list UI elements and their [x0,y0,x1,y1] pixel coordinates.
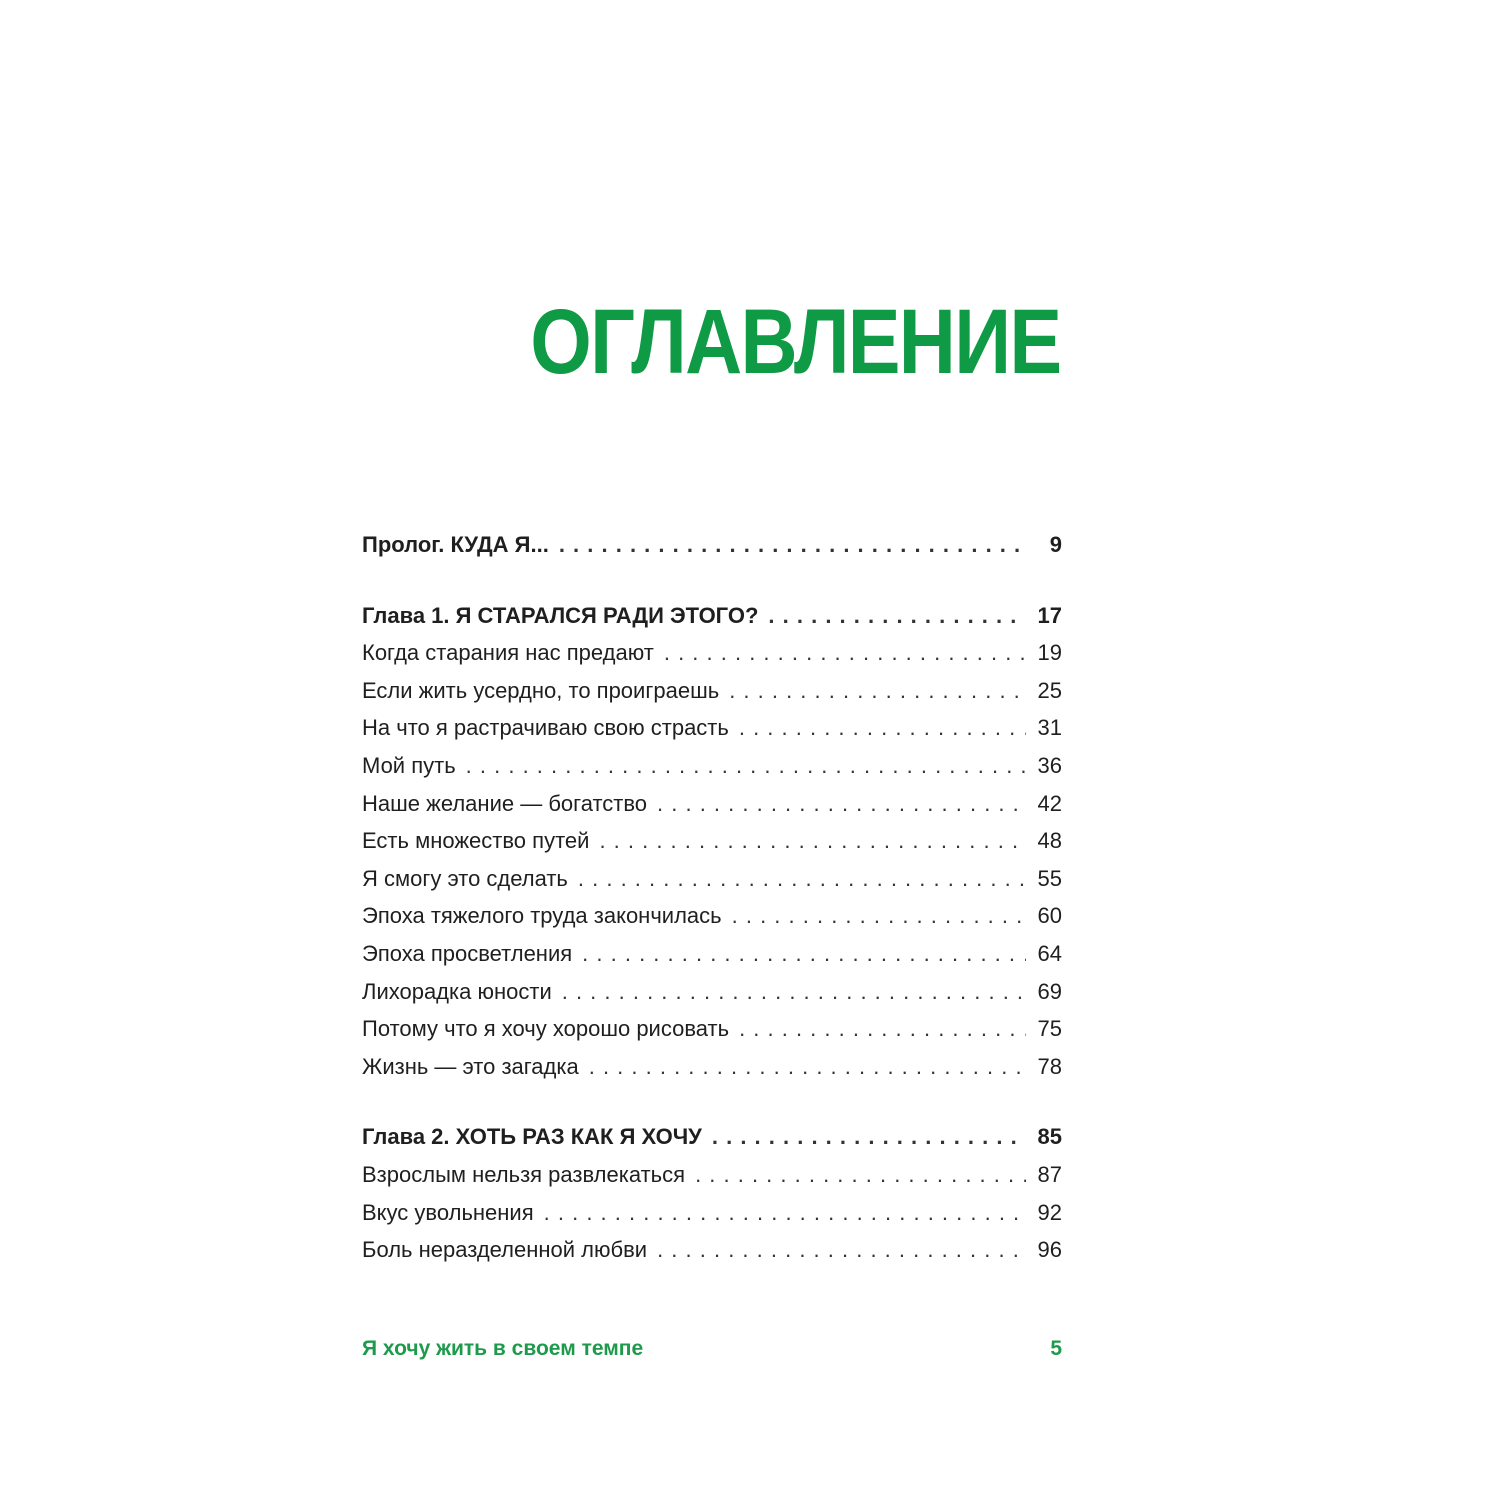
dot-leader [657,1231,1026,1269]
toc-section-row [362,672,1062,710]
dot-leader [562,973,1026,1011]
page-title: ОГЛАВЛЕНИЕ [529,291,1060,393]
toc-entry-label: Эпоха тяжелого труда закончилась [362,903,722,929]
dot-leader [729,672,1026,710]
toc-chapter-row [362,597,1062,635]
toc-entry-label: Пролог. КУДА Я... [362,532,549,557]
toc-entry-label: Есть множество путей [362,828,590,854]
dot-leader [589,1048,1026,1086]
dot-leader [768,597,1026,635]
toc-entry-label: Боль неразделенной любви [362,1237,648,1263]
toc-entry-page: 75 [1037,1016,1062,1042]
toc-entry-label: Жизнь — это загадка [362,1053,579,1079]
toc-entry-label: Вкус увольнения [362,1199,534,1225]
toc-entry-page: 31 [1037,715,1062,741]
toc-section-row [362,785,1062,823]
toc-entry-label: Эпоха просветления [362,940,573,966]
toc-entry-page: 48 [1037,828,1062,854]
toc-entry-page: 85 [1037,1124,1062,1150]
toc-chapter-row [362,526,1062,564]
toc-section-row [362,1010,1062,1048]
toc-entry-label: Наше желание — богатство [362,790,648,816]
table-of-contents [362,526,1062,1269]
toc-entry-page: 92 [1037,1199,1062,1225]
toc-entry-page: 19 [1037,640,1062,666]
toc-entry-page: 25 [1037,677,1062,703]
toc-section-row [362,973,1062,1011]
dot-leader [732,897,1026,935]
footer-page-number: 5 [1050,1337,1062,1360]
toc-section-row [362,897,1062,935]
toc-section-row [362,747,1062,785]
toc-section-row [362,935,1062,973]
dot-leader [559,526,1026,564]
toc-entry-page: 17 [1037,602,1062,628]
toc-section-row [362,1194,1062,1232]
dot-leader [695,1156,1026,1194]
dot-leader [657,785,1026,823]
dot-leader [712,1118,1026,1156]
toc-section-row [362,709,1062,747]
dot-leader [739,1010,1026,1048]
dot-leader [664,634,1026,672]
toc-entry-page: 64 [1037,940,1062,966]
toc-entry-label: Глава 1. Я СТАРАЛСЯ РАДИ ЭТОГО? [362,602,759,628]
toc-entry-label: Мой путь [362,752,456,778]
toc-entry-page: 96 [1037,1237,1062,1263]
toc-entry-label: На что я растрачиваю свою страсть [362,715,729,741]
dot-leader [582,935,1026,973]
toc-entry-page: 36 [1037,752,1062,778]
toc-entry-page: 69 [1037,978,1062,1004]
toc-entry-page: 55 [1037,865,1062,891]
dot-leader [578,860,1026,898]
footer-book-title: Я хочу жить в своем темпе [362,1337,644,1360]
toc-chapter-row [362,1118,1062,1156]
toc-entry-page: 78 [1037,1053,1062,1079]
dot-leader [466,747,1026,785]
page-footer [362,1334,1062,1364]
toc-section-row [362,634,1062,672]
toc-entry-label: Я смогу это сделать [362,865,568,891]
toc-section-row [362,860,1062,898]
dot-leader [739,709,1026,747]
toc-entry-label: Если жить усердно, то проиграешь [362,677,720,703]
toc-section-row [362,822,1062,860]
dot-leader [599,822,1026,860]
toc-entry-label: Взрослым нельзя развлекаться [362,1161,686,1187]
toc-entry-page: 60 [1037,903,1062,929]
toc-section-row [362,1156,1062,1194]
toc-section-row [362,1231,1062,1269]
toc-entry-label: Когда старания нас предают [362,640,654,666]
dot-leader [544,1194,1026,1232]
toc-entry-label: Глава 2. ХОТЬ РАЗ КАК Я ХОЧУ [362,1124,702,1150]
toc-entry-page: 87 [1037,1161,1062,1187]
toc-entry-page: 42 [1037,790,1062,816]
toc-entry-label: Потому что я хочу хорошо рисовать [362,1016,730,1042]
toc-entry-label: Лихорадка юности [362,978,552,1004]
toc-section-row [362,1048,1062,1086]
toc-entry-page: 9 [1049,532,1062,557]
